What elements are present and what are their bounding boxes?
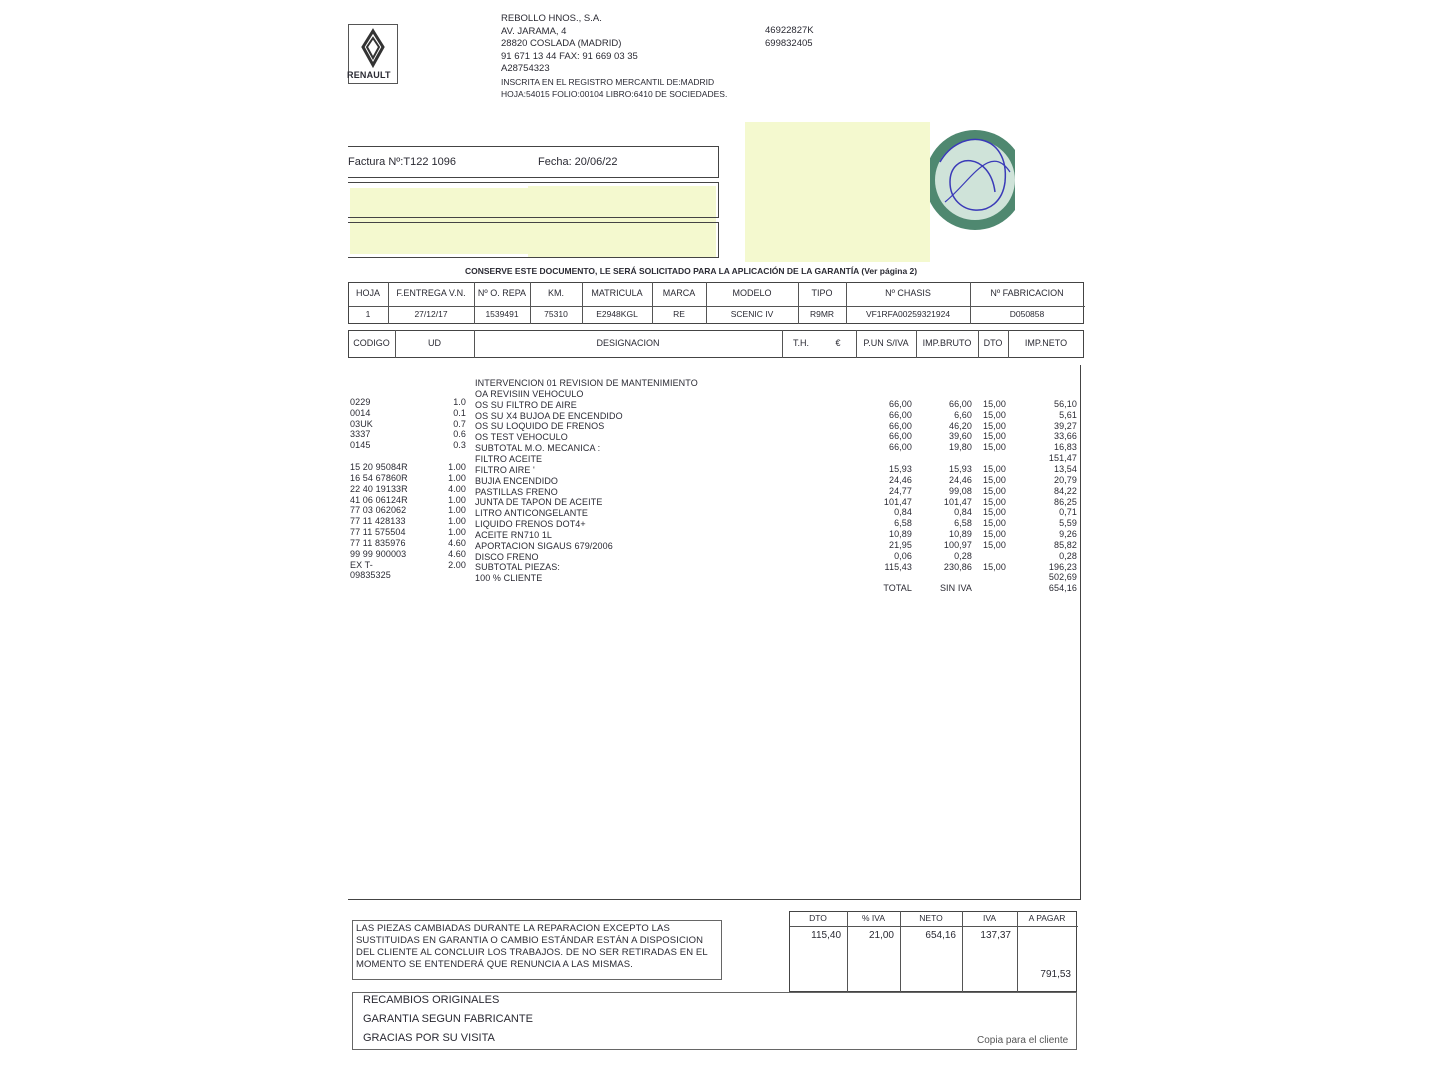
line-discount: 15,00 — [982, 529, 1006, 540]
company-registry-detail: HOJA:54015 FOLIO:00104 LIBRO:6410 DE SOCIEDADES. — [501, 89, 728, 99]
company-name: REBOLLO HNOS., S.A. — [501, 13, 602, 24]
line-code: 03UK — [350, 418, 373, 429]
line-description: OS SU FILTRO DE AIRE — [475, 399, 577, 410]
column-header: DESIGNACION — [596, 338, 660, 348]
vehicle-value-cell: SCENIC IV — [730, 309, 774, 319]
line-net: 0,71 — [1059, 507, 1077, 518]
line-net: 84,22 — [1053, 485, 1077, 496]
line-description: LIQUIDO FRENOS DOT4+ — [475, 519, 586, 530]
line-net: 56,10 — [1053, 398, 1077, 409]
vehicle-value-cell: VF1RFA00259321924 — [865, 309, 951, 319]
vehicle-header-cell: KM. — [547, 288, 564, 298]
line-gross: 24,46 — [948, 474, 972, 485]
line-units: 0.3 — [453, 440, 466, 451]
disclaimer-line: SUSTITUIDAS EN GARANTIA O CAMBIO ESTÁNDAR ESTÁN A DISPOSICION — [356, 935, 704, 946]
line-description: OS TEST VEHOCULO — [475, 432, 568, 443]
column-header: P.UN S/IVA — [863, 338, 909, 348]
line-unit-price: 66,00 — [888, 398, 912, 409]
line-units: 1.00 — [448, 494, 466, 505]
line-net: 502,69 — [1048, 572, 1077, 583]
disclaimer-box — [352, 920, 722, 980]
client-box — [348, 182, 719, 218]
vehicle-value-cell: 27/12/17 — [414, 309, 448, 319]
line-net: 654,16 — [1048, 583, 1077, 594]
totals-divider — [962, 911, 963, 992]
footer-original-parts: RECAMBIOS ORIGINALES — [363, 994, 500, 1006]
column-header: T.H. — [792, 338, 809, 348]
line-description: OS SU LOQUIDO DE FRENOS — [475, 421, 605, 432]
warranty-notice: CONSERVE ESTE DOCUMENTO, LE SERÁ SOLICITADO PARA LA APLICACIÓN DE LA GARANTÍA (Ver página 2) — [465, 266, 918, 276]
vehicle-header-cell: TIPO — [811, 288, 833, 298]
line-code: 77 11 835976 — [350, 537, 406, 548]
line-gross: 101,47 — [943, 496, 972, 507]
line-discount: 15,00 — [982, 420, 1006, 431]
line-unit-price: 66,00 — [888, 442, 912, 453]
line-description: SUBTOTAL PIEZAS: — [475, 562, 560, 573]
line-description: FILTRO ACEITE — [475, 453, 543, 464]
line-net: 20,79 — [1053, 474, 1077, 485]
line-code: 77 03 062062 — [350, 505, 407, 516]
column-header: € — [835, 338, 841, 348]
line-gross: 19,80 — [948, 442, 972, 453]
totals-divider — [900, 911, 901, 992]
totals-header: IVA — [982, 913, 997, 923]
company-address: AV. JARAMA, 4 — [501, 25, 567, 37]
line-units: 0.6 — [453, 429, 466, 440]
renault-logo — [348, 24, 398, 84]
line-units: 1.0 — [453, 396, 466, 407]
totals-header: NETO — [919, 913, 943, 923]
company-ids — [765, 25, 814, 50]
invoice-number-box — [348, 146, 719, 178]
footer-box — [352, 992, 1077, 1050]
vehicle-value-cell: RE — [673, 309, 685, 319]
totals-value: 115,40 — [811, 930, 841, 941]
id-1: 46922827K — [765, 25, 814, 36]
footer-warranty: GARANTIA SEGUN FABRICANTE — [363, 1013, 533, 1025]
line-discount: 15,00 — [982, 463, 1006, 474]
line-unit-price: 66,00 — [888, 420, 912, 431]
line-gross: 100,97 — [943, 539, 972, 550]
line-description: INTERVENCION 01 REVISION DE MANTENIMIENTO — [475, 378, 698, 388]
line-net: 85,82 — [1053, 539, 1077, 550]
vehicle-value-cell: D050858 — [1009, 309, 1045, 319]
line-units: 1.00 — [448, 461, 466, 472]
column-header: DTO — [983, 338, 1003, 348]
totals-header: DTO — [809, 913, 827, 923]
line-code: 09835325 — [350, 570, 391, 581]
line-gross: 99,08 — [948, 485, 972, 496]
line-discount: 15,00 — [982, 496, 1006, 507]
id-2: 699832405 — [765, 37, 813, 49]
invoice-number: Factura Nº:T122 1096 — [348, 156, 456, 168]
line-unit-price: 10,89 — [888, 529, 912, 540]
line-description: SUBTOTAL M.O. MECANICA : — [475, 443, 601, 454]
line-net: 39,27 — [1053, 420, 1077, 431]
line-unit-price: 115,43 — [884, 561, 912, 572]
company-block — [501, 13, 727, 101]
client-box-2 — [348, 222, 719, 258]
line-unit-price: 101,47 — [883, 496, 912, 507]
line-code: EX T- — [350, 559, 373, 570]
line-description: ACEITE RN710 1L — [475, 529, 553, 540]
line-code: 0014 — [350, 407, 371, 418]
column-header: IMP.BRUTO — [922, 338, 972, 348]
vehicle-header-cell: F.ENTREGA V.N. — [396, 288, 466, 298]
line-gross: 6,60 — [954, 409, 972, 420]
line-gross: 46,20 — [948, 420, 972, 431]
line-unit-price: 24,77 — [888, 485, 912, 496]
stamp-seal-icon — [920, 122, 1015, 237]
line-code: 3337 — [350, 429, 371, 440]
line-gross: 39,60 — [948, 431, 972, 442]
footer-thanks: GRACIAS POR SU VISITA — [363, 1032, 495, 1044]
line-code: 0145 — [350, 440, 371, 451]
line-unit-price: 66,00 — [888, 409, 912, 420]
line-units: 1.00 — [448, 505, 466, 516]
vehicle-value-cell: E2948KGL — [596, 309, 638, 319]
line-description: OA REVISIIN VEHOCULO — [475, 388, 584, 399]
totals-value: 21,00 — [868, 930, 894, 941]
totals-value: 137,37 — [980, 930, 1011, 941]
line-discount: 15,00 — [982, 485, 1006, 496]
line-units: 0.7 — [453, 418, 466, 429]
line-gross: SIN IVA — [939, 583, 972, 594]
line-gross: 0,84 — [954, 507, 972, 518]
line-gross: 0,28 — [954, 550, 972, 561]
line-net: 86,25 — [1053, 496, 1077, 507]
line-code: 16 54 67860R — [350, 472, 408, 483]
disclaimer-line: DEL CLIENTE AL CONCLUIR LOS TRABAJOS. DE NO SER RETIRADAS EN EL — [356, 947, 708, 958]
line-gross: 15,93 — [948, 463, 972, 474]
line-code: 77 11 428133 — [350, 516, 406, 527]
line-description: 100 % CLIENTE — [475, 573, 543, 584]
vehicle-header-cell: MODELO — [732, 288, 772, 298]
line-unit-price: 66,00 — [888, 431, 912, 442]
line-description: APORTACION SIGAUS 679/2006 — [475, 540, 613, 551]
footer-copy-label: Copia para el cliente — [977, 1035, 1069, 1046]
totals-header: A PAGAR — [1028, 913, 1066, 923]
line-units: 1.00 — [448, 472, 466, 483]
logo-brand-text: RENAULT — [347, 70, 391, 80]
vehicle-value-cell: 1 — [365, 309, 371, 319]
line-unit-price: 21,95 — [888, 539, 912, 550]
vehicle-header-cell: MATRICULA — [591, 288, 643, 298]
vehicle-value-cell: 1539491 — [485, 309, 519, 319]
line-unit-price: TOTAL — [883, 583, 912, 594]
line-code: 0229 — [350, 396, 371, 407]
line-gross: 6,58 — [954, 518, 972, 529]
line-units: 1.00 — [448, 516, 466, 527]
line-description: BUJIA ENCENDIDO — [475, 475, 559, 486]
line-net: 33,66 — [1053, 431, 1077, 442]
line-description: LITRO ANTICONGELANTE — [475, 508, 589, 519]
line-net: 13,54 — [1053, 463, 1077, 474]
vehicle-value-cell: R9MR — [809, 309, 835, 319]
line-net: 196,23 — [1048, 561, 1077, 572]
line-discount: 15,00 — [982, 507, 1006, 518]
line-code: 15 20 95084R — [350, 461, 408, 472]
line-unit-price: 0,06 — [894, 550, 912, 561]
column-header: IMP.NETO — [1024, 338, 1068, 348]
line-description: JUNTA DE TAPON DE ACEITE — [475, 497, 603, 508]
vehicle-header-cell: Nº O. REPA — [477, 288, 527, 298]
line-units: 1.00 — [448, 527, 466, 538]
line-discount: 15,00 — [982, 518, 1006, 529]
line-discount: 15,00 — [982, 431, 1006, 442]
totals-value: 791,53 — [1040, 969, 1071, 980]
line-net: 5,61 — [1059, 409, 1077, 420]
line-net: 151,47 — [1048, 453, 1077, 464]
invoice-date: Fecha: 20/06/22 — [538, 156, 618, 168]
vehicle-header-cell: MARCA — [662, 288, 696, 298]
disclaimer-line: MOMENTO SE ENTENDERÁ QUE RENUNCIA A LAS MISMAS. — [356, 959, 633, 970]
line-code: 77 11 575504 — [350, 527, 406, 538]
line-gross: 66,00 — [948, 398, 972, 409]
line-discount: 15,00 — [982, 561, 1006, 572]
line-units: 4.60 — [448, 548, 466, 559]
company-phone: 91 671 13 44 FAX: 91 669 03 35 — [501, 50, 638, 62]
line-unit-price: 24,46 — [888, 474, 912, 485]
column-header: CODIGO — [353, 338, 390, 348]
redacted-area — [745, 122, 930, 262]
line-units: 2.00 — [448, 559, 466, 570]
column-header: UD — [428, 338, 441, 348]
line-description: OS SU X4 BUJOA DE ENCENDIDO — [475, 410, 623, 421]
line-net: 0,28 — [1059, 550, 1077, 561]
vehicle-value-cell: 75310 — [544, 309, 568, 319]
company-registry: INSCRITA EN EL REGISTRO MERCANTIL DE:MADRID — [501, 76, 715, 87]
renault-diamond-icon — [349, 27, 397, 71]
line-gross: 230,86 — [943, 561, 972, 572]
line-code: 41 06 06124R — [350, 494, 408, 505]
line-description: DISCO FRENO — [475, 551, 539, 562]
line-units: 0.1 — [453, 407, 466, 418]
line-discount: 15,00 — [982, 442, 1006, 453]
line-gross: 10,89 — [948, 529, 972, 540]
line-units: 4.00 — [448, 483, 466, 494]
line-units: 4.60 — [448, 537, 466, 548]
line-net: 16,83 — [1053, 442, 1077, 453]
line-discount: 15,00 — [982, 474, 1006, 485]
line-description: FILTRO AIRE ' — [475, 464, 535, 475]
line-discount: 15,00 — [982, 398, 1006, 409]
totals-divider — [847, 911, 848, 992]
company-cif: A28754323 — [501, 63, 550, 74]
vehicle-header-cell: Nº FABRICACION — [990, 288, 1064, 298]
line-description: PASTILLAS FRENO — [475, 486, 558, 497]
totals-value: 654,16 — [925, 930, 956, 941]
line-unit-price: 0,84 — [894, 507, 912, 518]
line-code: 22 40 19133R — [350, 483, 408, 494]
vehicle-header-cell: HOJA — [355, 288, 380, 298]
company-city: 28820 COSLADA (MADRID) — [501, 38, 622, 49]
line-discount: 15,00 — [982, 409, 1006, 420]
line-net: 9,26 — [1059, 529, 1077, 540]
disclaimer-line: LAS PIEZAS CAMBIADAS DURANTE LA REPARACION EXCEPTO LAS — [356, 923, 670, 934]
line-net: 5,59 — [1059, 518, 1077, 529]
line-discount: 15,00 — [982, 539, 1006, 550]
vehicle-header-cell: Nº CHASIS — [885, 288, 931, 298]
line-code: 99 99 900003 — [350, 548, 407, 559]
line-unit-price: 15,93 — [888, 463, 912, 474]
totals-header: % IVA — [862, 913, 885, 923]
line-unit-price: 6,58 — [894, 518, 912, 529]
